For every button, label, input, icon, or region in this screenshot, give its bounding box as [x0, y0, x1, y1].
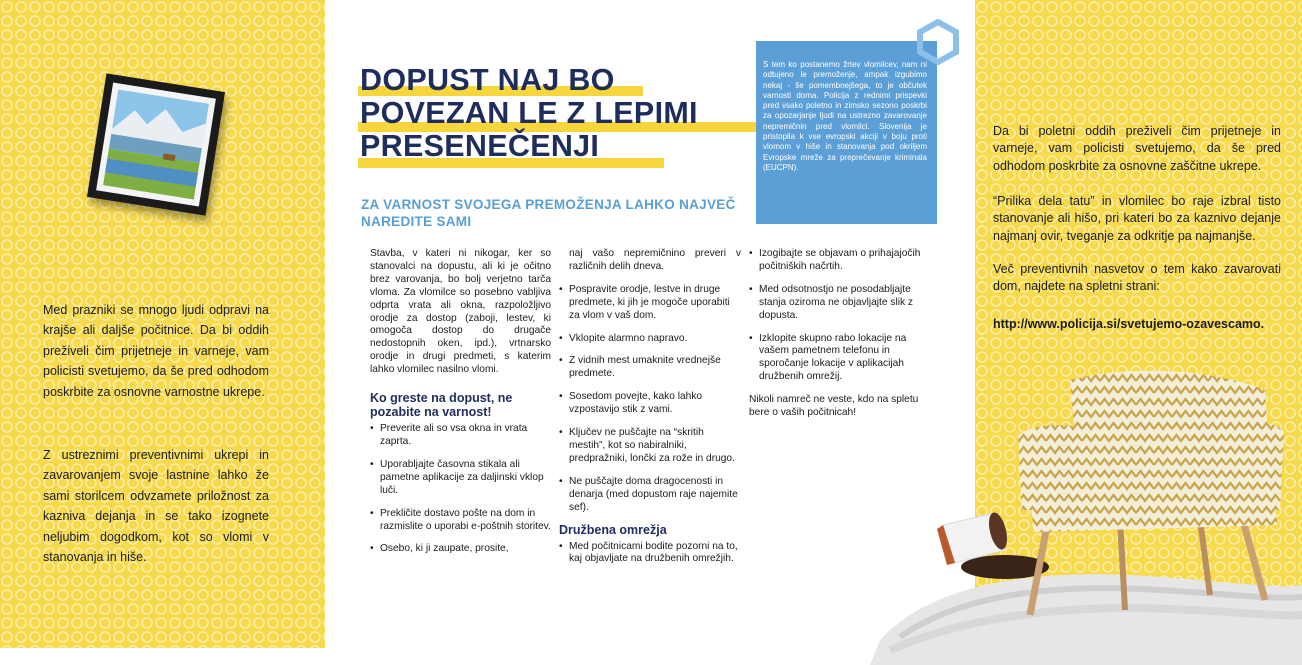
section-subheading: ZA VARNOST SVOJEGA PREMOŽENJA LAHKO NAJVEČ NAREDITE SAMI [361, 197, 736, 229]
right-second-paragraph: “Prilika dela tatu” in vlomilec bo raje izbral tisto stanovanje ali hišo, pri kateri bo za kaznivo dejanje najmanj ovir, tveganje za odkritje pa najmanjše. [993, 193, 1281, 243]
info-box [756, 41, 937, 224]
right-intro-paragraph: Da bi poletni oddih preživeli čim prijetneje in varneje, vam policisti svetujemo, da še pred odhodom poskrbite za osnovne zaščitne ukrepe. [993, 123, 1281, 173]
vacation-safety-heading: Ko greste na dopust, ne pozabite na varnost! [370, 391, 513, 420]
info-box-text: S tem ko postanemo žrtev vlomilcev, nam ni odtujeno le premoženje, ampak izgubimo nekaj - še pomembnejšega, to je občutek varnosti doma. Policija z rednimi prispevki pred vsako poletno in zimsko sezono poskrbi za opozarjanje ljudi na ustrezno zavarovanje nepremičnin pred vlomilci. Slovenija je pristopila k vse evropski akciji v boju proti vlomom v hiše in stanovanja pod okriljem Evropske mreže za preprečevanje kriminala (EUCPN). [763, 60, 927, 172]
left-second-paragraph: Z ustreznimi preventivnimi ukrepi in zavarovanjem svoje lastnine lahko že sami storilcem odvzamete priložnost za kazniva dejanja in se tako izognete neljubim dogodkom, kot so vlomi v stanovanja in hiše. [43, 447, 269, 564]
framed-landscape-picture [87, 73, 225, 215]
page-title-line-1: DOPUST NAJ BO [360, 63, 615, 97]
list-item: • Izklopite skupno rabo lokacije na vašem pametnem telefonu in sporočanje lokacije v aplikacijah družbenih omrežij. [749, 333, 931, 385]
list-item: • Uporabljajte časovna stikala ali pametne aplikacije za daljinski vklop luči. [370, 459, 551, 498]
list-item: • Z vidnih mest umaknite vrednejše predmete. [559, 355, 741, 381]
list-item: • Prekličite dostavo pošte na dom in razmislite o uporabi e-poštnih storitev. [370, 508, 551, 534]
list-item: • Sosedom povejte, kako lahko vzpostavijo stik z vami. [559, 391, 741, 417]
list-item: • Ključev ne puščajte na “skritih mestih”, kot so nabiralniki, predpražniki, lončki za rože in drugo. [559, 427, 741, 466]
list-item: • Med počitnicami bodite pozorni na to, kaj objavljate na družbenih omrežjih. [559, 541, 741, 567]
text-column-1 [370, 248, 551, 556]
hexagon-icon [914, 18, 962, 66]
list-item: • Vklopite alarmno napravo. [559, 333, 741, 346]
text-column-2 [559, 248, 741, 566]
social-media-heading: Družbena omrežja [559, 522, 667, 537]
list-item: • Ne puščajte doma dragocenosti in denarja (med dopustom raje najemite sef). [559, 476, 741, 515]
list-item: • Med odsotnostjo ne posodabljajte stanja oziroma ne objavljajte slik z dopusta. [749, 284, 931, 323]
list-item: • Pospravite orodje, lestve in druge predmete, ki jih je mogoče uporabiti za vlom v vaš dom. [559, 284, 741, 323]
armchair-image [1010, 360, 1290, 620]
right-third-paragraph: Več preventivnih nasvetov o tem kako zavarovati dom, najdete na spletni strani: [993, 261, 1281, 293]
left-intro-paragraph: Med prazniki se mnogo ljudi odpravi na krajše ali daljše počitnice. Da bi oddih preživeli čim prijetneje in varneje, vam policisti svetujemo, da še pred odhodom poskrbite za osnovne varnostne ukrepe. [43, 302, 269, 399]
list-item-continuation: naj vašo nepremičnino preveri v različnih delih dneva. [569, 248, 741, 272]
column-intro-paragraph: Stavba, v kateri ni nikogar, ker so stanovalci na dopustu, ali ki je očitno brez varovanja, bo bolj verjetno tarča vloma. Za vlomilce so posebno vabljiva odprta vrata ali okna, razpoložljivo orodje za dostop (zaboji, lestev, ki omogoča dostop do drugače nedostopnih oken, ipd.), vrtnarsko orodje in drugi predmeti, s katerim lahko vlomilec nasilno vlomi. [370, 248, 551, 376]
column-outro-paragraph: Nikoli namreč ne veste, kdo na spletu bere o vaših počitnicah! [749, 394, 919, 419]
page-title-line-3: PRESENEČENJI [360, 129, 600, 163]
text-column-3 [749, 248, 931, 420]
list-item: • Preverite ali so vsa okna in vrata zaprta. [370, 423, 551, 449]
police-website-link[interactable]: http://www.policija.si/svetujemo-ozavescamo. [993, 316, 1265, 331]
list-item: • Izogibajte se objavam o prihajajočih počitniških načrtih. [749, 248, 931, 274]
page-title-line-2: POVEZAN LE Z LEPIMI [360, 96, 698, 130]
list-item: • Osebo, ki ji zaupate, prosite, [370, 543, 551, 556]
